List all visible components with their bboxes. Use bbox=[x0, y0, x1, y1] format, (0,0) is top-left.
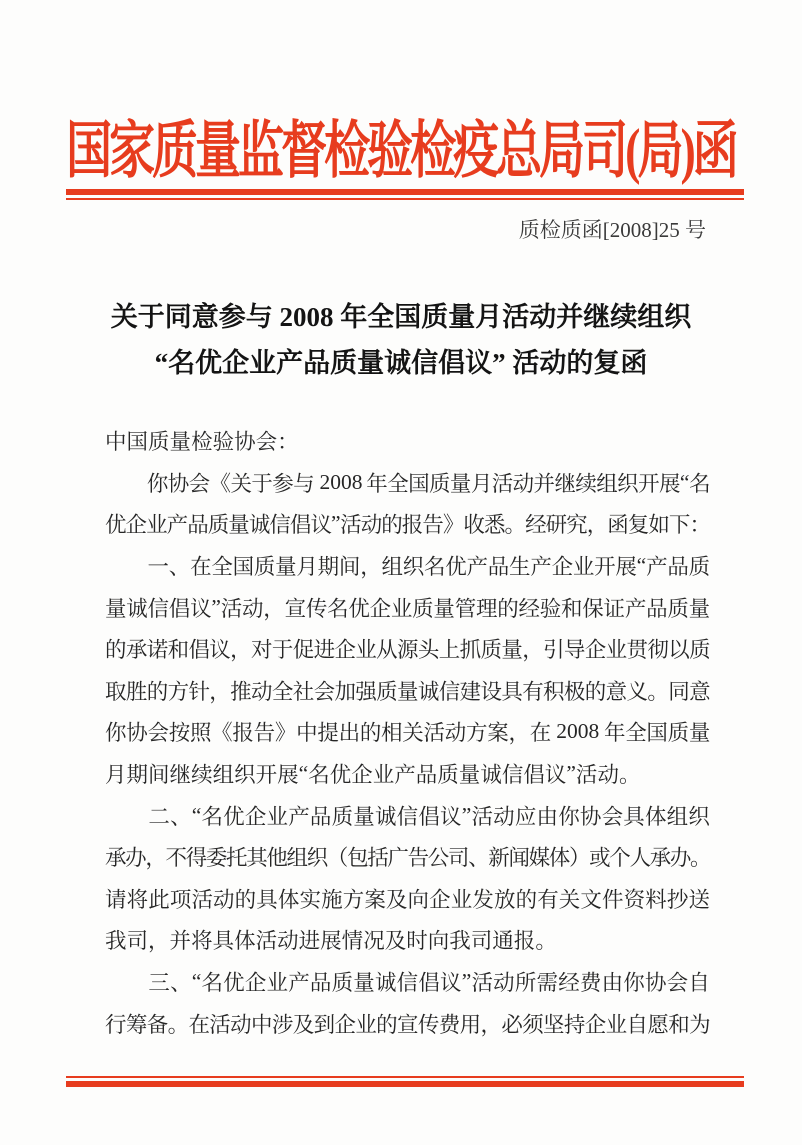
document-title-line2: “名优企业产品质量诚信倡议” 活动的复函 bbox=[154, 348, 648, 378]
footer-rule-thin bbox=[66, 1076, 744, 1078]
body-line: 一 、 在 全 国 质 量 月 期 间 ， 组 织 名 优 产 品 生 产 企 业 开 展 “ 产 品 质 bbox=[147, 553, 711, 580]
body-line: 你 协 会 《 关 于 参 与 2008 年 全 国 质 量 月 活 动 并 继 续 组 织 开 展 “ 名 bbox=[146, 469, 711, 496]
body-line: 你 协 会 按 照 《 报 告 》 中 提 出 的 相 关 活 动 方 案 ， 在 2008 年 全 国 质 量 bbox=[105, 719, 711, 746]
body-line: 请 将 此 项 活 动 的 具 体 实 施 方 案 及 向 企 业 发 放 的 有 关 文 件 资 料 抄 送 bbox=[105, 887, 710, 912]
footer-rule-thick bbox=[66, 1081, 744, 1087]
body-line: 取 胜 的 方 针 ， 推 动 全 社 会 加 强 质 量 诚 信 建 设 具 有 积 极 的 意 义 。 同 意 bbox=[105, 679, 711, 704]
header-rule-thick bbox=[66, 189, 744, 195]
body-line: 优 企 业 产 品 质 量 诚 信 倡 议 ” 活 动 的 报 告 》 收 悉 。 经 研 究 ， 函 复 如 下 ： bbox=[105, 511, 711, 538]
body-line: 承 办 ， 不 得 委 托 其 他 组 织 （ 包 括 广 告 公 司 、 新 闻 媒 体 ） 或 个 人 承 办 。 bbox=[105, 846, 712, 871]
body-line: 二 、 “ 名 优 企 业 产 品 质 量 诚 信 倡 议 ” 活 动 应 由 你 协 会 具 体 组 织 bbox=[148, 802, 710, 829]
body-line: 我 司 ， 并 将 具 体 活 动 进 展 情 况 及 时 向 我 司 通 报 。 bbox=[105, 929, 557, 954]
header-rule-thin bbox=[66, 198, 744, 200]
body-line: 的 承 诺 和 倡 议 ， 对 于 促 进 企 业 从 源 头 上 抓 质 量 ， 引 导 企 业 贯 彻 以 质 bbox=[105, 638, 711, 663]
document-title bbox=[0, 294, 802, 386]
document-number: 质检质函[2008]25 号 bbox=[518, 218, 706, 242]
document-title-line1: 关于同意参与 2008 年全国质量月活动并继续组织 bbox=[110, 302, 692, 332]
body-line: 量 诚 信 倡 议 ” 活 动 ， 宣 传 名 优 企 业 质 量 管 理 的 经 验 和 保 证 产 品 质 量 bbox=[105, 594, 711, 621]
body-line: 三 、 “ 名 优 企 业 产 品 质 量 诚 信 倡 议 ” 活 动 所 需 经 费 由 你 协 会 自 bbox=[148, 969, 710, 996]
body-line: 月 期 间 继 续 组 织 开 展 “ 名 优 企 业 产 品 质 量 诚 信 倡 议 ” 活 动 。 bbox=[105, 761, 641, 788]
body-line: 行 筹 备 。 在 活 动 中 涉 及 到 企 业 的 宣 传 费 用 ， 必 须 坚 持 企 业 自 愿 和 为 bbox=[105, 1012, 711, 1037]
body-line: 中 国 质 量 检 验 协 会 ： bbox=[105, 430, 299, 455]
letterhead-title: 国家质量监督检验检疫总局司(局)函 bbox=[66, 116, 736, 186]
body-text bbox=[105, 420, 710, 1044]
